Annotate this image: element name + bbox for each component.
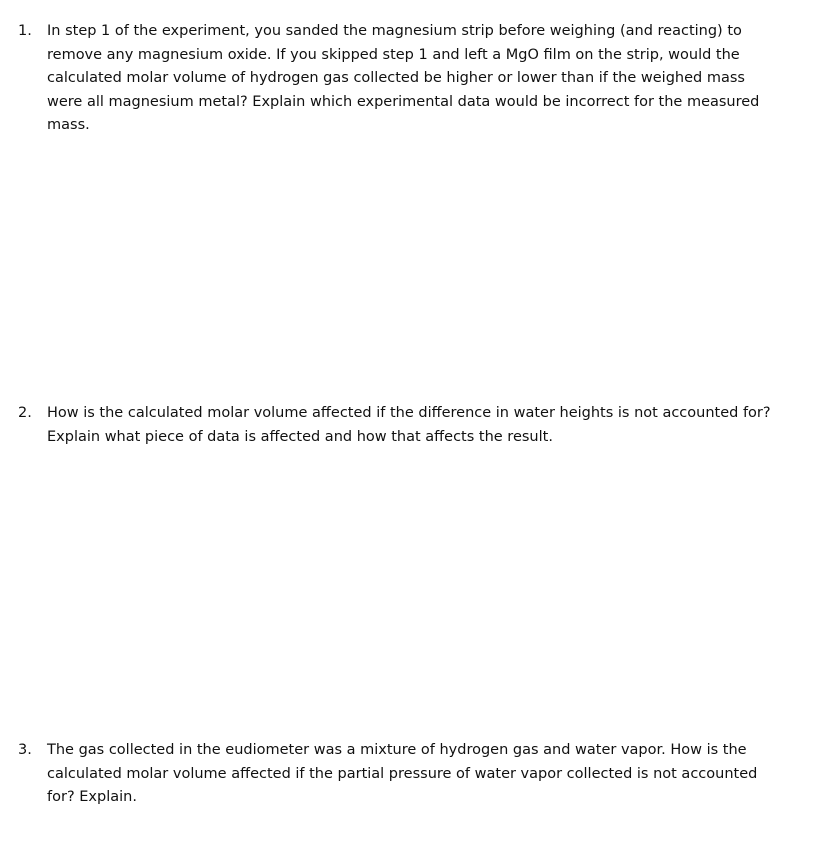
question-2 [18, 402, 778, 449]
question-number: 3. [18, 742, 32, 758]
question-1 [18, 20, 778, 138]
question-number: 1. [18, 23, 32, 39]
question-text: The gas collected in the eudiometer was a mixture of hydrogen gas and water vapor. How is the calculated molar volume affected if the partial pressure of water vapor collected is not accounted for? Explain. [47, 742, 758, 805]
question-number: 2. [18, 405, 32, 421]
question-text: In step 1 of the experiment, you sanded the magnesium strip before weighing (and reacting) to remove any magnesium oxide. If you skipped step 1 and left a MgO film on the strip, would the calculated molar volume of hydrogen gas collected be higher or lower than if the weighed mass were all magnesium metal? Explain which experimental data would be incorrect for the measured mass. [47, 23, 760, 133]
question-3 [18, 739, 778, 810]
question-text: How is the calculated molar volume affected if the difference in water heights is not accounted for? Explain what piece of data is affected and how that affects the result. [47, 405, 771, 445]
